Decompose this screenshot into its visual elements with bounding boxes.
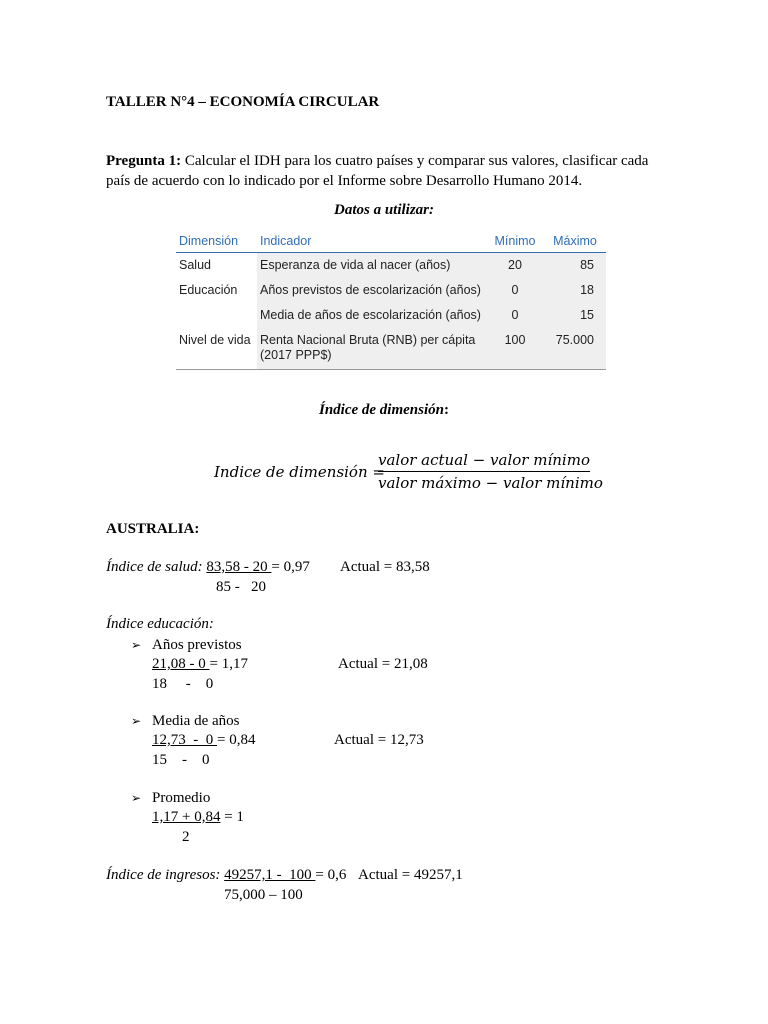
table-row [176, 278, 606, 303]
table-cell: Media de años de escolarización (años) [257, 303, 486, 328]
table-header-indicator: Indicador [257, 230, 486, 253]
previstos-bullet [131, 636, 141, 655]
salud-label: Índice de salud: [106, 559, 203, 575]
arrow-bullet-icon: ➢ [131, 791, 142, 805]
formula-denominator: valor máximo − valor mínimo [378, 474, 603, 492]
table-cell: 20 [486, 253, 543, 278]
table-header-max: Máximo [543, 230, 606, 253]
table-cell: Renta Nacional Bruta (RNB) per cápita (2017 PPP$) [257, 328, 486, 370]
question-label: Pregunta 1: [106, 153, 182, 169]
media-result: = 0,84 [217, 732, 256, 748]
educacion-label: Índice educación: [106, 616, 214, 632]
ingresos-numerator: 49257,1 - 100 [224, 867, 316, 883]
salud-denominator: 85 - 20 [216, 579, 266, 595]
table-row [176, 253, 606, 278]
arrow-bullet-icon: ➢ [131, 714, 142, 728]
question-paragraph [106, 151, 666, 191]
ingresos-actual: Actual = 49257,1 [358, 867, 463, 883]
arrow-bullet-icon: ➢ [131, 638, 142, 652]
table-cell: 0 [486, 278, 543, 303]
previstos-numerator: 21,08 - 0 [152, 656, 210, 672]
media-fraction [152, 731, 255, 750]
formula-lhs: Indice de dimensión = [214, 463, 385, 481]
table-cell: Esperanza de vida al nacer (años) [257, 253, 486, 278]
media-denominator: 15 - 0 [152, 752, 210, 768]
table-header-dimension: Dimensión [176, 230, 257, 253]
previstos-title: Años previstos [152, 637, 242, 653]
formula-numerator: valor actual − valor mínimo [378, 451, 590, 469]
table-cell: 15 [543, 303, 606, 328]
promedio-fraction [152, 808, 244, 827]
media-bullet [131, 712, 141, 731]
table-cell: 75.000 [543, 328, 606, 370]
ingresos-denominator: 75,000 – 100 [224, 887, 303, 903]
table-cell: Años previstos de escolarización (años) [257, 278, 486, 303]
promedio-denominator: 2 [182, 829, 190, 845]
promedio-result: = 1 [220, 809, 244, 825]
table-cell [176, 303, 257, 328]
media-actual: Actual = 12,73 [334, 732, 424, 748]
question-text: Calcular el IDH para los cuatro países y comparar sus valores, clasificar cada país de acuerdo con lo indicado por el Informe sobre Desarrollo Humano 2014. [106, 153, 649, 189]
table-cell: Educación [179, 282, 238, 297]
ingresos-label: Índice de ingresos: [106, 867, 221, 883]
ingresos-result: = 0,6 [315, 867, 347, 883]
table-cell: 85 [543, 253, 606, 278]
index-heading-colon: : [444, 402, 449, 418]
promedio-bullet [131, 789, 141, 808]
index-heading-text: Índice de dimensión [318, 402, 444, 418]
previstos-result: = 1,17 [209, 656, 248, 672]
previstos-actual: Actual = 21,08 [338, 656, 428, 672]
table-cell: 100 [486, 328, 543, 370]
salud-actual: Actual = 83,58 [340, 559, 430, 575]
ingresos-line [106, 866, 346, 885]
data-table [176, 230, 606, 370]
table-header-min: Mínimo [486, 230, 543, 253]
media-title: Media de años [152, 713, 240, 729]
formula-fraction-bar [378, 471, 590, 472]
table-row [176, 303, 606, 328]
table-cell: Salud [179, 258, 211, 272]
index-heading [0, 401, 768, 420]
table-header-row [176, 230, 606, 253]
promedio-title: Promedio [152, 790, 211, 806]
table-row [176, 328, 606, 370]
table-cell: 0 [486, 303, 543, 328]
salud-line [106, 558, 310, 577]
data-heading: Datos a utilizar: [333, 202, 435, 218]
document-title: TALLER N°4 – ECONOMÍA CIRCULAR [106, 94, 380, 110]
country-heading: AUSTRALIA: [106, 521, 200, 537]
salud-numerator: 83,58 - 20 [206, 559, 272, 575]
table-cell: Nivel de vida [176, 328, 257, 370]
previstos-fraction [152, 655, 248, 674]
promedio-numerator: 1,17 + 0,84 [152, 809, 221, 825]
previstos-denominator: 18 - 0 [152, 676, 214, 692]
table-cell: 18 [543, 278, 606, 303]
salud-result: = 0,97 [271, 559, 310, 575]
media-numerator: 12,73 - 0 [152, 732, 217, 748]
